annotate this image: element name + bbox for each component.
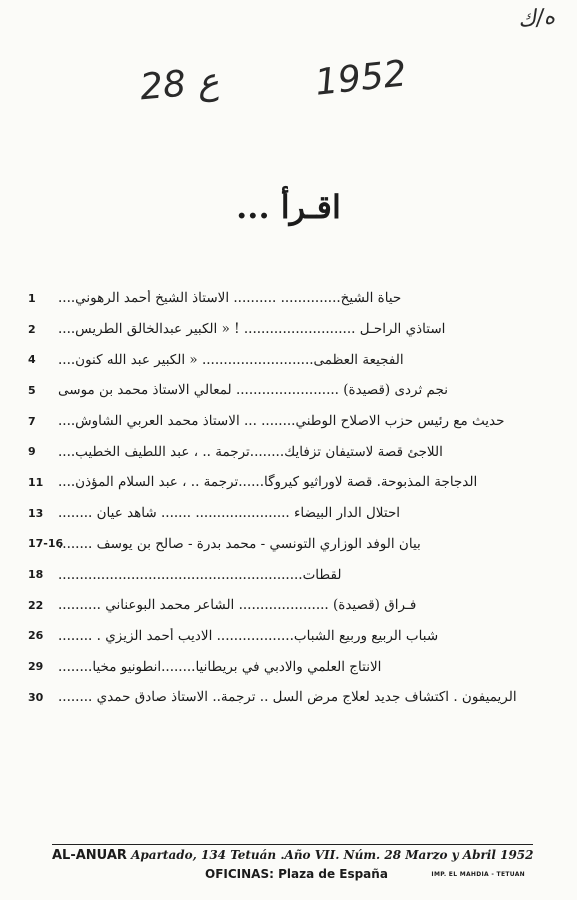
toc-row	[28, 283, 555, 314]
toc-entry-text: نجم ثردى (قصيدة) ........................ لمعالي الاستاذ محمد بن موسى	[58, 382, 448, 399]
footer-printer: IMP. EL MAHDIA - TETUAN	[431, 871, 525, 878]
toc-page-number: 26	[28, 629, 44, 643]
toc-page-number: 1	[28, 291, 36, 305]
toc-row	[28, 314, 555, 345]
toc-row	[28, 344, 555, 375]
toc-entry-text: حياة الشيخ.............. .......... الاستاذ الشيخ أحمد الرهوني....	[58, 290, 402, 307]
handwritten-corner-mark: ه/ك	[516, 4, 557, 33]
toc-page-number: 13	[28, 506, 44, 520]
toc-row	[28, 406, 555, 437]
toc-row	[28, 436, 555, 467]
toc-row	[28, 651, 555, 682]
handwritten-issue-number: 28 ع	[138, 60, 221, 109]
table-of-contents	[28, 283, 555, 713]
toc-page-number: 29	[28, 660, 44, 674]
footer-masthead	[52, 848, 552, 863]
toc-entry-text: استاذي الراحـل .......................... ! « الكبير عبدالخالق الطريس....	[58, 321, 446, 338]
toc-row	[28, 682, 555, 713]
toc-page-number: 18	[28, 568, 44, 582]
toc-entry-text: الدجاجة المذبوحة. قصة لاوراثيو كيروگا......ترجمة .. ، عبد السلام المؤذن....	[58, 474, 478, 491]
footer-divider	[52, 844, 533, 845]
toc-page-number: 5	[28, 383, 36, 397]
toc-row	[28, 559, 555, 590]
toc-page-number: 9	[28, 445, 36, 459]
toc-page-number: 11	[28, 475, 44, 489]
footer-offices: OFICINAS: Plaza de España	[205, 867, 388, 881]
toc-entry-text: احتلال الدار البيضاء ...................... ....... شاهد عيان ........	[58, 505, 401, 522]
toc-page-number: 17-16	[28, 537, 64, 551]
toc-row	[28, 498, 555, 529]
toc-entry-text: اللاجئ قصة لاستيفان تزفايك........ترجمة .. ، عبد اللطيف الخطيب....	[58, 443, 443, 460]
toc-page-number: 30	[28, 690, 44, 704]
toc-page-number: 2	[28, 322, 36, 336]
toc-entry-text: شباب الربيع وربيع الشباب.................. الاديب أحمد الزيزي . ........	[58, 627, 439, 644]
page-title: اقـرأ ...	[236, 188, 341, 226]
toc-entry-text: بيان الوفد الوزاري التونسي - محمد بدرة - صالح بن يوسف ........	[58, 535, 421, 552]
toc-row	[28, 529, 555, 560]
toc-row	[28, 590, 555, 621]
toc-entry-text: فـراق (قصيدة) ..................... الشاعر محمد البوعناني ..........	[58, 597, 417, 614]
toc-row	[28, 621, 555, 652]
toc-page-number: 7	[28, 414, 36, 428]
toc-page-number: 22	[28, 598, 44, 612]
toc-row	[28, 375, 555, 406]
toc-row	[28, 467, 555, 498]
toc-entry-text: الفجيعة العظمى.......................... « الكبير عبد الله كنون....	[58, 351, 404, 368]
footer-issue-details: Apartado, 134 Tetuán .Año VII. Núm. 28 Marzo y Abril 1952	[131, 848, 534, 862]
toc-page-number: 4	[28, 353, 36, 367]
footer-brand: AL-ANUAR	[52, 848, 127, 863]
toc-entry-text: حديث مع رئيس حزب الاصلاح الوطني........ ... الاستاذ محمد العربي الشاوش....	[58, 413, 505, 430]
toc-entry-text: الريميفون . اكتشاف جديد لعلاج مرض السل .. ترجمة.. الاستاذ صادق حمدي ........	[58, 689, 517, 706]
toc-entry-text: الانتاج العلمي والادبي في بريطانيا........انطونيو مخيا........	[58, 658, 382, 675]
handwritten-year: 1952	[313, 53, 409, 104]
toc-entry-text: لقطات.........................................................	[58, 566, 342, 583]
